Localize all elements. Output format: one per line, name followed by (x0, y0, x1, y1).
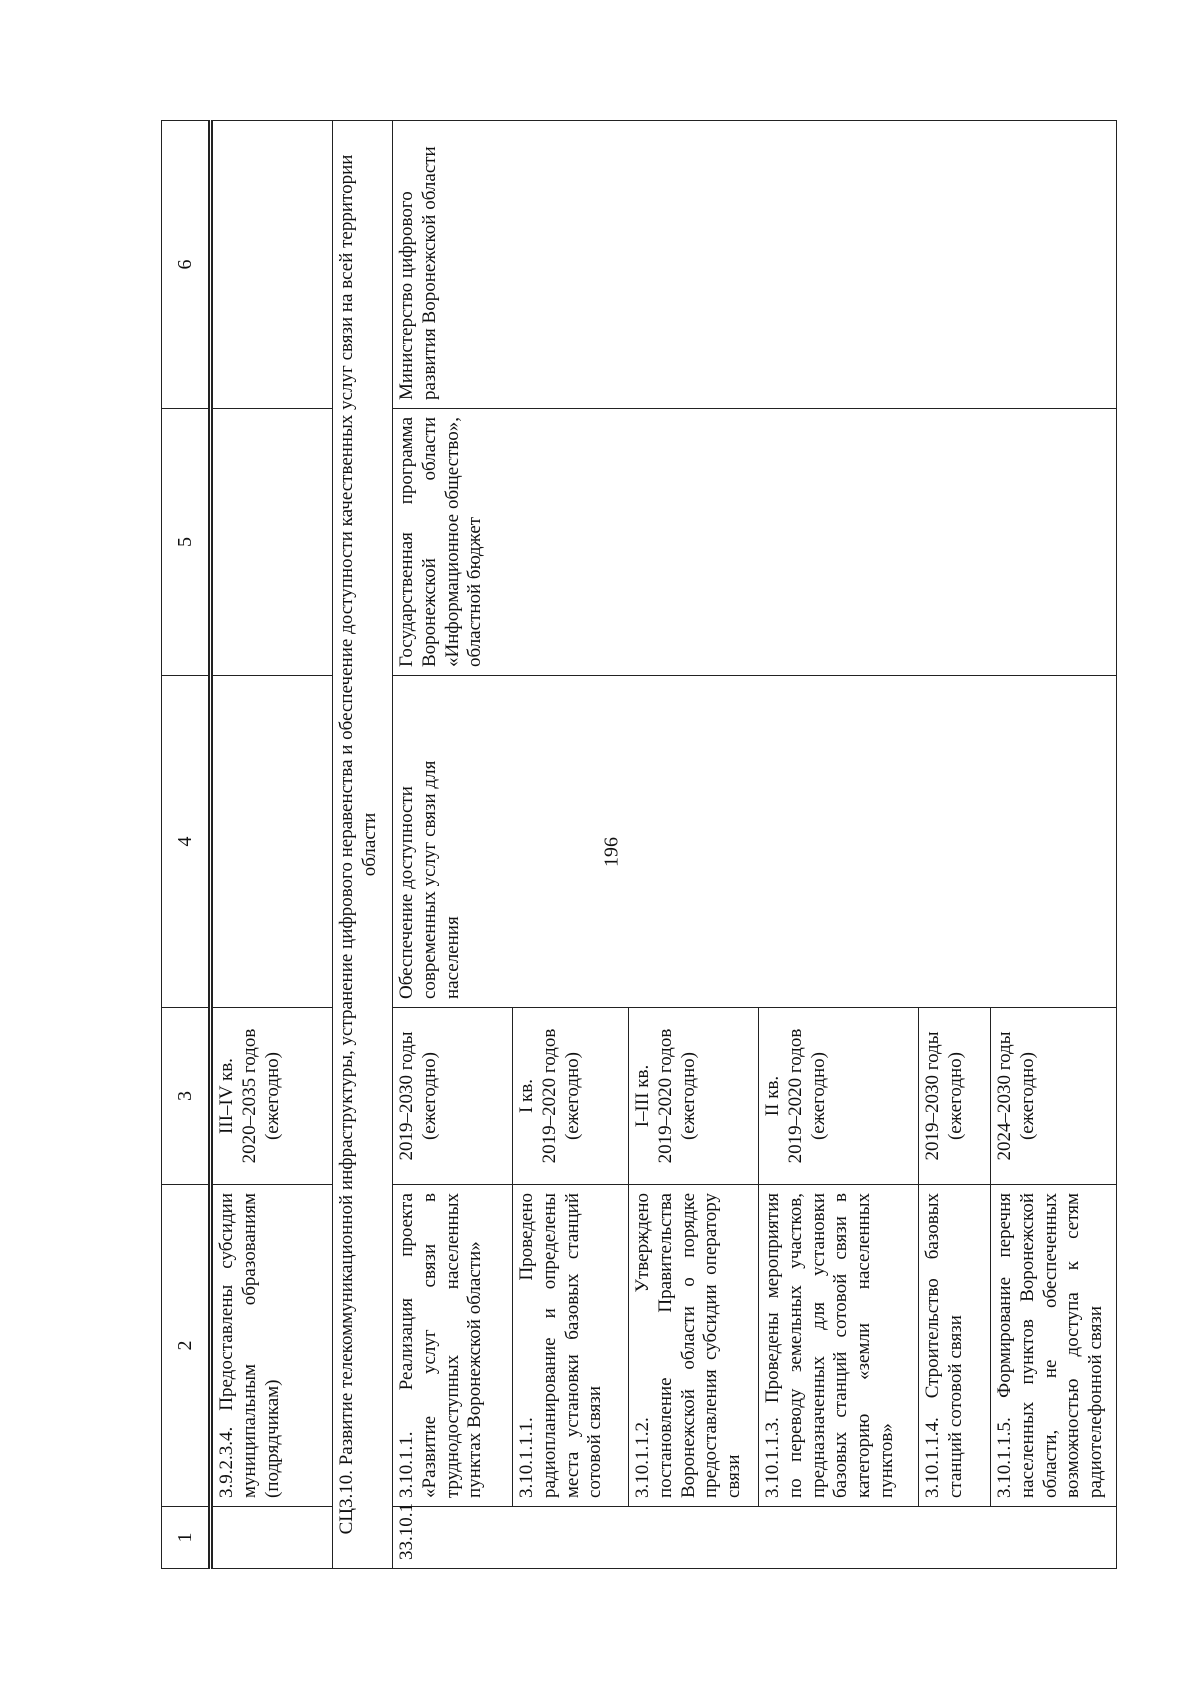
table-row (211, 121, 333, 1569)
measure-cell: 3.10.1.1. Реализация проекта «Развитие услуг связи в труднодоступных населенных пунктах Воронежской области» (393, 1185, 513, 1507)
term-line: (ежегодно) (261, 1052, 283, 1141)
result-cell: Обеспечение доступности современных услуг связи для населения (393, 676, 1117, 1008)
term-cell (759, 1008, 919, 1185)
header-cell-4: 4 (162, 676, 211, 1008)
header-cell-2: 2 (162, 1185, 211, 1507)
term-line: (ежегодно) (677, 1052, 699, 1141)
term-cell (991, 1008, 1117, 1185)
header-cell-6: 6 (162, 121, 211, 409)
page-number: 196 (600, 837, 623, 867)
term-line: III–IV кв. (216, 1058, 237, 1134)
measure-cell: 3.10.1.1.1. Проведено радиопланирование и определены места установки базовых станций сотовой связи (513, 1185, 629, 1507)
term-line: (ежегодно) (561, 1052, 583, 1141)
term-line: (ежегодно) (1016, 1052, 1038, 1141)
measure-cell: 3.10.1.1.3. Проведены мероприятия по переводу земельных участков, предназначенных для установки базовых станций сотовой связи в категорию «земли населенных пунктов» (759, 1185, 919, 1507)
term-line: (ежегодно) (807, 1052, 829, 1141)
row-number-cell (211, 1507, 333, 1569)
header-row (162, 121, 211, 1569)
term-line: (ежегодно) (944, 1052, 966, 1141)
measure-cell: 3.10.1.1.4. Строительство базовых станций сотовой связи (919, 1185, 991, 1507)
section-title: СЦ3.10. Развитие телекоммуникационной инфраструктуры, устранение цифрового неравенства и обеспечение доступности качественных услуг связи на всей территории области (333, 121, 393, 1569)
term-cell (393, 1008, 513, 1185)
result-cell (211, 676, 333, 1008)
measure-cell: 3.10.1.1.2. Утверждено постановление Правительства Воронежской области о порядке предоставления субсидии оператору связи (629, 1185, 759, 1507)
term-line: 2019–2030 годы (396, 1031, 417, 1161)
measure-cell: 3.9.2.3.4. Предоставлены субсидии муниципальным образованиям (подрядчикам) (211, 1185, 333, 1507)
term-line: 2019–2020 годов (784, 1028, 806, 1164)
executor-cell: Министерство цифрового развития Воронежской области (393, 121, 1117, 409)
table-row (393, 121, 513, 1569)
term-cell (211, 1008, 333, 1185)
header-cell-5: 5 (162, 409, 211, 676)
term-line: 2019–2020 годов (654, 1028, 676, 1164)
term-line: I–III кв. (632, 1064, 653, 1128)
source-cell: Государственная программа Воронежской области «Информационное общество», областной бюджет (393, 409, 1117, 676)
executor-cell (211, 121, 333, 409)
term-line: I кв. (516, 1078, 537, 1114)
term-line: 2020–2035 годов (238, 1028, 260, 1164)
measure-cell: 3.10.1.1.5. Формирование перечня населенных пунктов Воронежской области, не обеспеченных возможностью доступа к сетям радиотелефонной связи (991, 1185, 1117, 1507)
term-cell (919, 1008, 991, 1185)
source-cell (211, 409, 333, 676)
term-line: 2019–2030 годы (922, 1031, 943, 1161)
rotated-table-wrapper (161, 121, 1149, 1569)
term-cell (513, 1008, 629, 1185)
term-line: 2019–2020 годов (538, 1028, 560, 1164)
section-row (333, 121, 393, 1569)
header-cell-1: 1 (162, 1507, 211, 1569)
term-line: (ежегодно) (418, 1052, 440, 1141)
row-number-cell: 33.10.1 (393, 1507, 1117, 1569)
term-line: II кв. (762, 1075, 783, 1117)
term-cell (629, 1008, 759, 1185)
header-cell-3: 3 (162, 1008, 211, 1185)
plan-table (161, 120, 1117, 1569)
term-line: 2024–2030 годы (994, 1031, 1015, 1161)
